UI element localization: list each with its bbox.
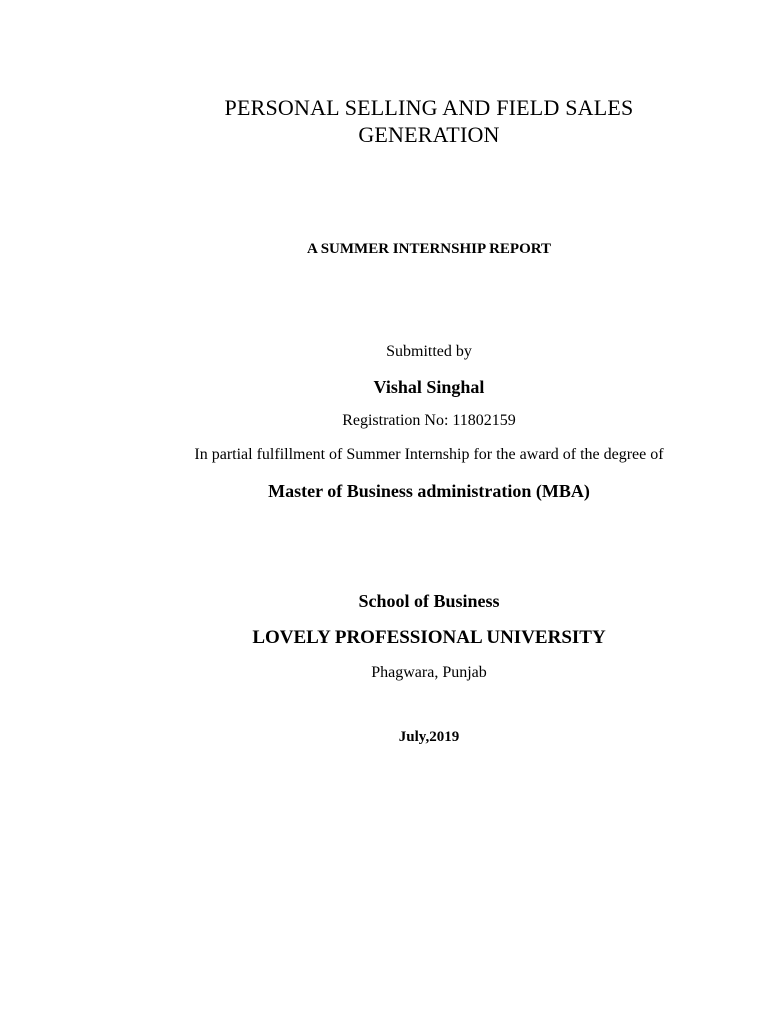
university-location: Phagwara, Punjab — [371, 664, 487, 681]
author-name: Vishal Singhal — [373, 377, 485, 397]
school-name: School of Business — [358, 591, 500, 611]
submission-date: July,2019 — [398, 729, 460, 745]
fulfillment-statement: In partial fulfillment of Summer Internship for the award of the degree of — [194, 446, 664, 463]
submitted-by-label: Submitted by — [386, 343, 472, 360]
report-title-line-2: GENERATION — [358, 122, 500, 147]
report-type: A SUMMER INTERNSHIP REPORT — [306, 241, 552, 257]
registration-number: Registration No: 11802159 — [342, 412, 516, 429]
degree-name: Master of Business administration (MBA) — [268, 481, 590, 501]
university-name: LOVELY PROFESSIONAL UNIVERSITY — [252, 627, 606, 648]
report-title-line-1: PERSONAL SELLING AND FIELD SALES — [224, 95, 634, 120]
